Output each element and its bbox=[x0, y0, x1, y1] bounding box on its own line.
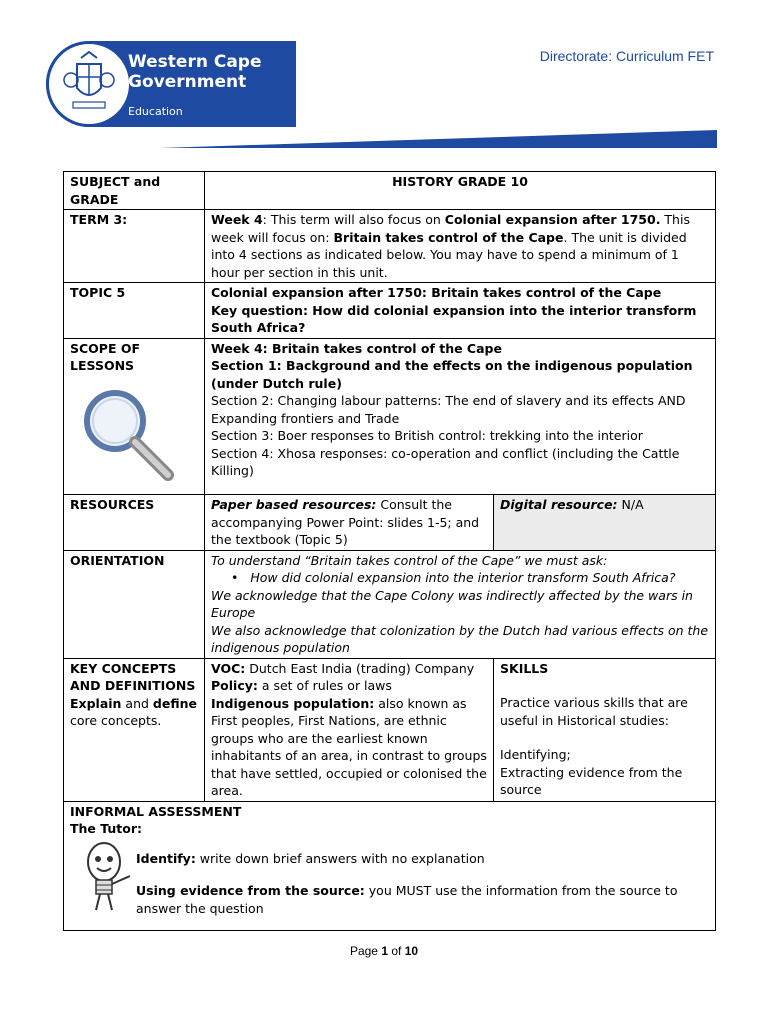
definitions: VOC: Dutch East India (trading) Company Policy: a set of rules or laws Indigenous population: also known as First peoples, First Nations, are ethnic groups who are the earliest known inhabitants of an area, in contrast to groups that have settled, occupied or colonised the area. bbox=[205, 658, 494, 801]
logo-subtitle: Education bbox=[128, 105, 183, 118]
orientation-label: ORIENTATION bbox=[64, 550, 205, 658]
digital-resources: Digital resource: N/A bbox=[494, 495, 716, 551]
skills: SKILLS Practice various skills that are useful in Historical studies: Identifying; Extracting evidence from the source bbox=[494, 658, 716, 801]
resources-label: RESOURCES bbox=[64, 495, 205, 551]
lesson-table bbox=[63, 171, 716, 931]
informal-assessment: INFORMAL ASSESSMENT The Tutor: Identify: write down brief answers with no explanation Using evidence from the source: you MUST use the information from the source to answer the question bbox=[64, 801, 716, 930]
orientation-text: To understand “Britain takes control of the Cape” we must ask: • How did colonial expansion into the interior transform South Africa? We acknowledge that the Cape Colony was indirectly affected by the wars in Europe We also acknowledge that colonization by the Dutch had various effects on the indigenous population bbox=[205, 550, 716, 658]
header-stripe bbox=[160, 126, 717, 150]
directorate-label: Directorate: Curriculum FET bbox=[539, 48, 714, 64]
subject-label: SUBJECT and GRADE bbox=[64, 172, 205, 210]
paper-resources: Paper based resources: Consult the accompanying Power Point: slides 1-5; and the textbook (Topic 5) bbox=[205, 495, 494, 551]
term-label: TERM 3: bbox=[64, 210, 205, 283]
topic-text: Colonial expansion after 1750: Britain takes control of the Cape Key question: How did colonial expansion into the interior transform South Africa? bbox=[205, 283, 716, 339]
scope-text: Week 4: Britain takes control of the Cape Section 1: Background and the effects on the indigenous population (under Dutch rule) Section 2: Changing labour patterns: The end of slavery and its effects AND Expanding frontiers and Trade Section 3: Boer responses to British control: trekking into the interior Section 4: Xhosa responses: co-operation and conflict (including the Cattle Killing) bbox=[205, 338, 716, 495]
key-concepts-label: KEY CONCEPTS AND DEFINITIONS Explain and define core concepts. bbox=[64, 658, 205, 801]
page-footer: Page 1 of 10 bbox=[349, 944, 419, 958]
coat-of-arms-icon bbox=[46, 41, 132, 127]
magnifier-icon bbox=[70, 379, 190, 489]
logo-title: Western Cape Government bbox=[128, 52, 262, 92]
scope-label: SCOPE OF LESSONS bbox=[64, 338, 205, 495]
subject-value: HISTORY GRADE 10 bbox=[205, 172, 716, 210]
topic-label: TOPIC 5 bbox=[64, 283, 205, 339]
lightbulb-mascot-icon bbox=[78, 840, 134, 914]
term-text: Week 4: This term will also focus on Colonial expansion after 1750. This week will focus on: Britain takes control of the Cape. The unit is divided into 4 sections as indicated below. You may have to spend a minimum of 1 hour per section in this unit. bbox=[205, 210, 716, 283]
